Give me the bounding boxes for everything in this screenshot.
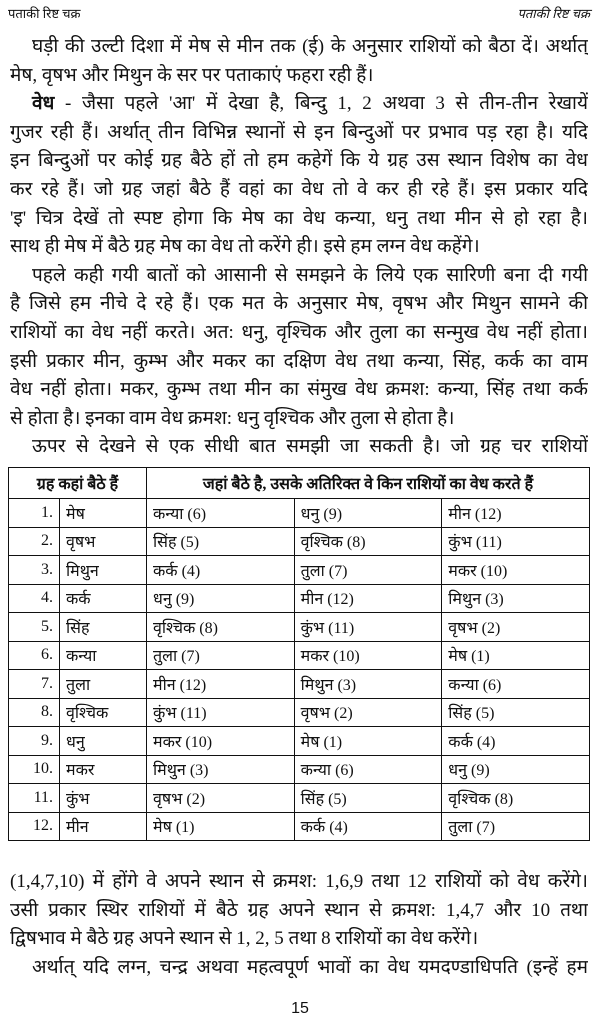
- vedh-sign-3: तुला (7): [442, 812, 590, 841]
- text-line-content: 'इ' चित्र देखें तो स्पष्ट होगा कि मेष का वेध कन्या, धनु तथा मीन से हो रहा है।: [10, 207, 588, 229]
- text-line-content: अर्थात् यदि लग्न, चन्द्र अथवा महत्वपूर्ण भावों का वेध यमदण्डाधिपति (इन्हें हम: [32, 956, 588, 978]
- running-header-left: पताकी रिष्ट चक्र: [8, 6, 81, 21]
- vedh-sign-1: वृश्चिक (8): [147, 613, 295, 642]
- text-line-content: गुजर रही हैं। अर्थात् तीन विभिन्न स्थानों से इन बिन्दुओं पर प्रभाव पड़ रहा है। यदि: [10, 121, 588, 143]
- text-line-content: राशियों का वेध नहीं करते। अत: धनु, वृश्चिक और तुला का सन्मुख वेध नहीं होता।: [10, 321, 588, 343]
- vedh-sign-3: मिथुन (3): [442, 584, 590, 613]
- running-header-right: पताकी रिष्ट चक्र: [517, 6, 590, 21]
- table-row: [9, 812, 590, 841]
- table-row: [9, 727, 590, 756]
- text-line-content: से होता है। इनका वाम वेध क्रमश: धनु वृश्चिक और तुला से होता है।: [10, 407, 455, 429]
- text-line: [10, 897, 588, 926]
- row-number: 6.: [9, 641, 60, 670]
- text-line: [10, 262, 588, 291]
- vedh-table: [8, 467, 590, 841]
- text-line: [10, 868, 588, 897]
- text-line-content: वेध नहीं होता। मकर, कुम्भ तथा मीन का संमुख वेध क्रमश: कन्या, सिंह तथा कर्क: [10, 379, 588, 401]
- table-row: [9, 784, 590, 813]
- text-line-content: (1,4,7,10) में होंगे वे अपने स्थान से क्रमश: 1,6,9 तथा 12 राशियों को वेध करेंगे।: [10, 871, 588, 892]
- vedh-sign-3: मेष (1): [442, 641, 590, 670]
- text-line-content: पहले कही गयी बातों को आसानी से समझने के लिये एक सारिणी बना दी गयी: [32, 264, 588, 286]
- text-line: [10, 147, 588, 176]
- sign-name: धनु: [60, 727, 147, 756]
- text-line: [10, 954, 588, 983]
- row-number: 10.: [9, 755, 60, 784]
- table-row: [9, 584, 590, 613]
- vedh-sign-1: मकर (10): [147, 727, 295, 756]
- text-line: [10, 176, 588, 205]
- vedh-sign-1: सिंह (5): [147, 527, 295, 556]
- vedh-sign-1: कन्या (6): [147, 499, 295, 528]
- text-line-content: इसी प्रकार मीन, कुम्भ और मकर का दक्षिण वेध तथा कन्या, सिंह, कर्क का वाम: [10, 350, 588, 372]
- page-number: 15: [291, 1000, 309, 1017]
- text-line: [10, 376, 588, 405]
- text-line-content: घड़ी की उल्टी दिशा में मेष से मीन तक (ई) के अनुसार राशियों को बैठा दें। अर्थात्: [32, 36, 588, 57]
- sign-name: कन्या: [60, 641, 147, 670]
- sign-name: तुला: [60, 670, 147, 699]
- bold-term: वेध: [32, 93, 55, 115]
- text-line-content: - जैसा पहले 'आ' में देखा है, बिन्दु 1, 2 अथवा 3 से तीन-तीन रेखायें: [54, 93, 588, 115]
- body-text-bottom: [10, 868, 588, 982]
- text-line: [10, 433, 588, 462]
- vedh-sign-2: मेष (1): [294, 727, 442, 756]
- vedh-sign-3: मकर (10): [442, 556, 590, 585]
- table-row: [9, 670, 590, 699]
- vedh-sign-2: मीन (12): [294, 584, 442, 613]
- sign-name: मकर: [60, 755, 147, 784]
- row-number: 3.: [9, 556, 60, 585]
- sign-name: कर्क: [60, 584, 147, 613]
- vedh-sign-2: कर्क (4): [294, 812, 442, 841]
- text-line-content: ऊपर से देखने से एक सीधी बात समझी जा सकती है। जो ग्रह चर राशियों: [32, 436, 588, 458]
- row-number: 5.: [9, 613, 60, 642]
- text-line: [10, 319, 588, 348]
- vedh-sign-1: मेष (1): [147, 812, 295, 841]
- text-line: [10, 925, 588, 954]
- sign-name: मेष: [60, 499, 147, 528]
- text-line-content: है जिसे हम नीचे दे रहे हैं। एक मत के अनुसार मेष, वृषभ और मिथुन सामने की: [10, 293, 588, 315]
- vedh-sign-2: धनु (9): [294, 499, 442, 528]
- vedh-sign-2: कुंभ (11): [294, 613, 442, 642]
- sign-name: मीन: [60, 812, 147, 841]
- sign-name: कुंभ: [60, 784, 147, 813]
- row-number: 2.: [9, 527, 60, 556]
- text-line-content: इन बिन्दुओं पर कोई ग्रह बैठे हों तो हम कहेगें कि ये ग्रह उस स्थान विशेष का वेध: [10, 150, 588, 172]
- table-row: [9, 755, 590, 784]
- text-line: [10, 205, 588, 234]
- sign-name: सिंह: [60, 613, 147, 642]
- vedh-sign-1: कुंभ (11): [147, 698, 295, 727]
- vedh-sign-1: मीन (12): [147, 670, 295, 699]
- row-number: 12.: [9, 812, 60, 841]
- text-line: [10, 290, 588, 319]
- vedh-sign-2: कन्या (6): [294, 755, 442, 784]
- vedh-sign-2: मिथुन (3): [294, 670, 442, 699]
- text-line-content: साथ ही मेष में बैठे ग्रह मेष का वेध तो करेंगे ही। इसे हम लग्न वेध कहेंगे।: [10, 236, 480, 258]
- text-line: [10, 62, 588, 91]
- body-text-top: [10, 33, 588, 462]
- vedh-sign-3: कुंभ (11): [442, 527, 590, 556]
- column-header-vedh: जहां बैठे है, उसके अतिरिक्त वे किन राशियों का वेध करते हैं: [147, 468, 590, 499]
- vedh-sign-1: कर्क (4): [147, 556, 295, 585]
- vedh-sign-2: मकर (10): [294, 641, 442, 670]
- table-header-row: [9, 468, 590, 499]
- table-row: [9, 556, 590, 585]
- row-number: 8.: [9, 698, 60, 727]
- vedh-sign-3: कन्या (6): [442, 670, 590, 699]
- text-line: [10, 405, 588, 434]
- table-row: [9, 499, 590, 528]
- vedh-sign-3: धनु (9): [442, 755, 590, 784]
- row-number: 7.: [9, 670, 60, 699]
- vedh-sign-3: कर्क (4): [442, 727, 590, 756]
- sign-name: वृषभ: [60, 527, 147, 556]
- row-number: 11.: [9, 784, 60, 813]
- table-row: [9, 698, 590, 727]
- vedh-sign-3: मीन (12): [442, 499, 590, 528]
- vedh-sign-2: वृषभ (2): [294, 698, 442, 727]
- vedh-sign-1: तुला (7): [147, 641, 295, 670]
- row-number: 9.: [9, 727, 60, 756]
- vedh-sign-3: वृषभ (2): [442, 613, 590, 642]
- text-line-content: कर रहे हैं। जो ग्रह जहां बैठे हैं वहां का वेध तो वे कर ही रहे हैं। इस प्रकार यदि: [10, 178, 588, 200]
- table-row: [9, 613, 590, 642]
- text-line-content: मेष, वृषभ और मिथुन के सर पर पताकाएं फहरा रही हैं।: [10, 64, 374, 86]
- text-line: [10, 233, 588, 262]
- table-row: [9, 527, 590, 556]
- vedh-sign-1: मिथुन (3): [147, 755, 295, 784]
- vedh-sign-2: वृश्चिक (8): [294, 527, 442, 556]
- text-line-content: उसी प्रकार स्थिर राशियों में बैठे ग्रह अपने स्थान से क्रमश: 1,4,7 और 10 तथा: [10, 899, 588, 921]
- vedh-sign-1: वृषभ (2): [147, 784, 295, 813]
- vedh-sign-3: सिंह (5): [442, 698, 590, 727]
- table-row: [9, 641, 590, 670]
- sign-name: मिथुन: [60, 556, 147, 585]
- text-line: [10, 33, 588, 62]
- text-line: [10, 348, 588, 377]
- vedh-sign-2: तुला (7): [294, 556, 442, 585]
- text-line: [10, 90, 588, 119]
- column-header-planet-position: ग्रह कहां बैठे हैं: [9, 468, 147, 499]
- vedh-sign-1: धनु (9): [147, 584, 295, 613]
- vedh-sign-3: वृश्चिक (8): [442, 784, 590, 813]
- text-line: [10, 119, 588, 148]
- row-number: 4.: [9, 584, 60, 613]
- row-number: 1.: [9, 499, 60, 528]
- sign-name: वृश्चिक: [60, 698, 147, 727]
- vedh-sign-2: सिंह (5): [294, 784, 442, 813]
- text-line-content: द्विषभाव मे बैठे ग्रह अपने स्थान से 1, 2, 5 तथा 8 राशियों का वेध करेंगे।: [10, 928, 479, 950]
